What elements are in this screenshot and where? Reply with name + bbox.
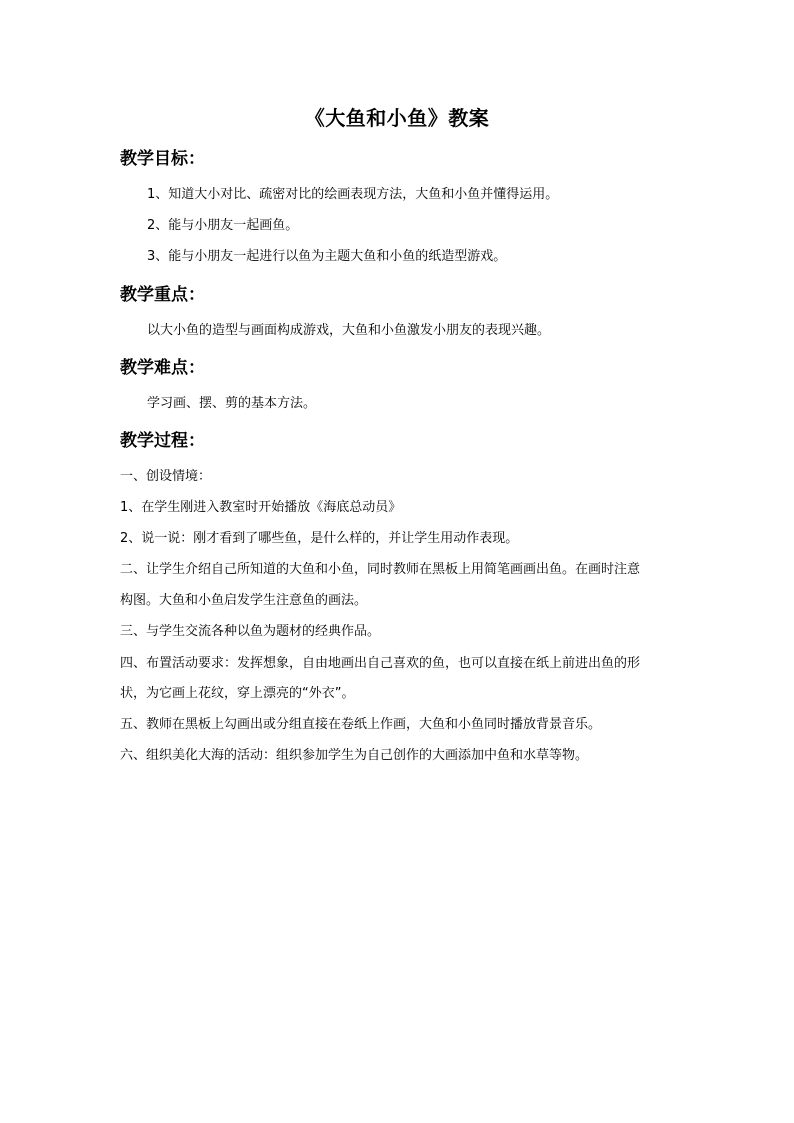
process-line-1: 一、创设情境：: [120, 469, 212, 484]
key-points-text: 以大小鱼的造型与画面构成游戏，大鱼和小鱼激发小朋友的表现兴趣。: [147, 323, 551, 338]
process-line-3: 2、说一说：刚才看到了哪些鱼，是什么样的，并让学生用动作表现。: [120, 531, 519, 546]
difficulties-text: 学习画、摆、剪的基本方法。: [147, 396, 317, 411]
process-line-4: 二、让学生介绍自己所知道的大鱼和小鱼，同时教师在黑板上用简笔画画出鱼。在画时注意: [120, 562, 641, 577]
process-line-7: 四、布置活动要求：发挥想象，自由地画出自己喜欢的鱼，也可以直接在纸上前进出鱼的形: [120, 656, 641, 671]
objective-item-2: 2、能与小朋友一起画鱼。: [147, 218, 299, 233]
process-line-5: 构图。大鱼和小鱼启发学生注意鱼的画法。: [120, 593, 368, 608]
process-line-2: 1、在学生刚进入教室时开始播放《海底总动员》: [120, 500, 402, 515]
process-line-9: 五、教师在黑板上勾画出或分组直接在卷纸上作画，大鱼和小鱼同时播放背景音乐。: [120, 717, 602, 732]
difficulties-heading: 教学难点：: [120, 358, 205, 378]
process-line-8: 状，为它画上花纹，穿上漂亮的“外衣”。: [120, 686, 355, 701]
process-heading: 教学过程：: [120, 431, 205, 451]
objective-item-1: 1、知道大小对比、疏密对比的绘画表现方法，大鱼和小鱼并懂得运用。: [147, 187, 559, 202]
objectives-heading: 教学目标：: [120, 149, 205, 169]
process-line-10: 六、组织美化大海的活动：组织参加学生为自己创作的大画添加中鱼和水草等物。: [120, 748, 589, 763]
objective-item-3: 3、能与小朋友一起进行以鱼为主题大鱼和小鱼的纸造型游戏。: [147, 249, 507, 264]
process-line-6: 三、与学生交流各种以鱼为题材的经典作品。: [120, 624, 381, 639]
document-title: 《大鱼和小鱼》教案: [304, 106, 490, 130]
key-points-heading: 教学重点：: [120, 285, 205, 305]
